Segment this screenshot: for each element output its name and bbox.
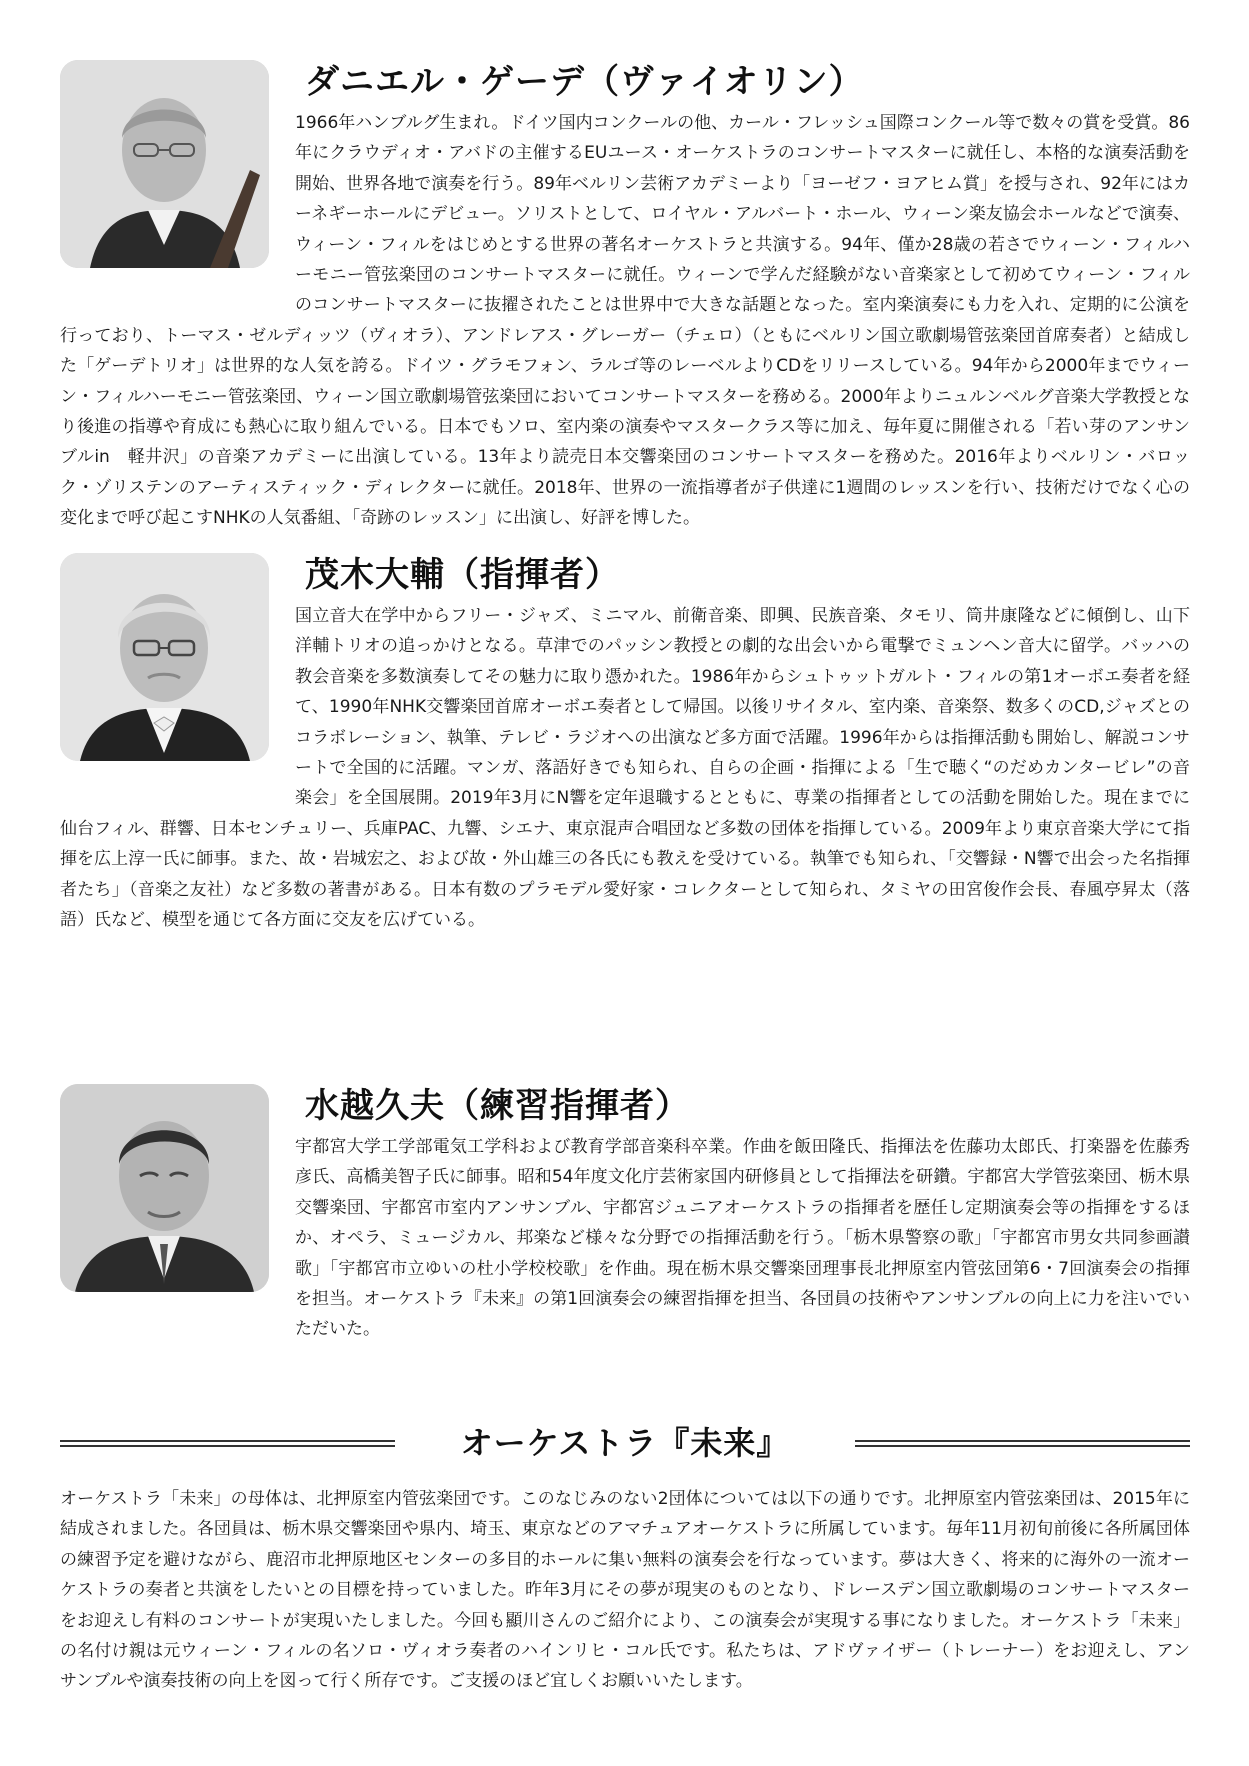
orchestra-section-header xyxy=(60,1418,1190,1470)
bio-text-content: 1966年ハンブルグ生まれ。ドイツ国内コンクールの他、カール・フレッシュ国際コンクール等で数々の賞を受賞。86年にクラウディオ・アバドの主催するEUユース・オーケストラのコンサートマスターに就任し、本格的な演奏活動を開始、世界各地で演奏を行う。89年ベルリン芸術アカデミーより「ヨーゼフ・ヨアヒム賞」を授与され、92年にはカーネギーホールにデビュー。ソリストとして、ロイヤル・アルバート・ホール、ウィーン楽友協会ホールなどで演奏、ウィーン・フィルをはじめとする世界の著名オーケストラと共演する。94年、僅か28歳の若さでウィーン・フィルハーモニー管弦楽団のコンサートマスターに就任。ウィーンで学んだ経験がない音楽家として初めてウィーン・フィルのコンサートマスターに抜擢されたことは世界中で大きな話題となった。室内楽演奏にも力を入れ、定期的に公演を行っており、トーマス・ゼルディッツ（ヴィオラ）、アンドレアス・グレーガー（チェロ）（ともにベルリン国立歌劇場管弦楽団首席奏者）と結成した「ゲーデトリオ」は世界的な人気を誇る。ドイツ・グラモフォン、ラルゴ等のレーベルよりCDをリリースしている。94年から2000年までウィーン・フィルハーモニー管弦楽団、ウィーン国立歌劇場管弦楽団においてコンサートマスターを務める。2000年よりニュルンベルグ音楽大学教授となり後進の指導や育成にも熱心に取り組んでいる。日本でもソロ、室内楽の演奏やマスタークラス等に加え、毎年夏に開催される「若い芽のアンサンブルin 軽井沢」の音楽アカデミーに出演している。13年より読売日本交響楽団のコンサートマスターを務めた。2016年よりベルリン・バロック・ゾリステンのアーティスティック・ディレクターに就任。2018年、世界の一流指導者が子供達に1週間のレッスンを行い、技術だけでなく心の変化まで呼び起こすNHKの人気番組、「奇跡のレッスン」に出演し、好評を博した。 xyxy=(60,113,1191,529)
bio-text-content: 国立音大在学中からフリー・ジャズ、ミニマル、前衛音楽、即興、民族音楽、タモリ、筒井康隆などに傾倒し、山下洋輔トリオの追っかけとなる。草津でのパッシン教授との劇的な出会いから電撃でミュンヘン音大に留学。バッハの教会音楽を多数演奏してその魅力に取り憑かれた。1986年からシュトゥットガルト・フィルの第1オーボエ奏者を経て、1990年NHK交響楽団首席オーボエ奏者として帰国。以後リサイタル、室内楽、音楽祭、数多くのCD,ジャズとのコラボレーション、執筆、テレビ・ラジオへの出演など多方面で活躍。1996年からは指揮活動も開始し、解説コンサートで全国的に活躍。マンガ、落語好きでも知られ、自らの企画・指揮による「生で聴く“のだめカンタービレ”の音楽会」を全国展開。2019年3月にN響を定年退職するとともに、専業の指揮者としての活動を開始した。現在までに仙台フィル、群響、日本センチュリー、兵庫PAC、九響、シエナ、東京混声合唱団など多数の団体を指揮している。2009年より東京音楽大学にて指揮を広上淳一氏に師事。また、故・岩城宏之、および故・外山雄三の各氏にも教えを受けている。執筆でも知られ、「交響録・N響で出会った名指揮者たち」（音楽之友社）など多数の著書がある。日本有数のプラモデル愛好家・コレクターとして知られ、タミヤの田宮俊作会長、春風亭昇太（落語）氏など、模型を通じて各方面に交友を広げている。 xyxy=(60,606,1190,931)
bio-name: ダニエル・ゲーデ（ヴァイオリン） xyxy=(305,62,864,102)
bio-name: 茂木大輔（指揮者） xyxy=(305,555,620,595)
photo-wrap-spacer xyxy=(60,1132,295,1330)
photo-wrap-spacer xyxy=(60,108,295,306)
bio-text xyxy=(60,108,1190,534)
orchestra-description: オーケストラ「未来」の母体は、北押原室内管弦楽団です。このなじみのない2団体については以下の通りです。北押原室内管弦楽団は、2015年に結成されました。各団員は、栃木県交響楽団や県内、埼玉、東京などのアマチュアオーケストラに所属しています。毎年11月初旬前後に各所属団体の練習予定を避けながら、鹿沼市北押原地区センターの多目的ホールに集い無料の演奏会を行なっています。夢は大きく、将来的に海外の一流オーケストラの奏者と共演をしたいとの目標を持っていました。昨年3月にその夢が現実のものとなり、ドレースデン国立歌劇場のコンサートマスターをお迎えし有料のコンサートが実現いたしました。今回も顯川さんのご紹介により、この演奏会が実現する事になりました。オーケストラ「未来」の名付け親は元ウィーン・フィルの名ソロ・ヴィオラ奏者のハインリヒ・コル氏です。私たちは、アドヴァイザー（トレーナー）をお迎えし、アンサンブルや演奏技術の向上を図って行く所存です。ご支援のほど宜しくお願いいたします。 xyxy=(60,1489,1190,1692)
bio-text xyxy=(60,601,1190,935)
bio-text-content: 宇都宮大学工学部電気工学科および教育学部音楽科卒業。作曲を飯田隆氏、指揮法を佐藤功太郎氏、打楽器を佐藤秀彦氏、高橋美智子氏に師事。昭和54年度文化庁芸術家国内研修員として指揮法を研鑽。宇都宮大学管弦楽団、栃木県交響楽団、宇都宮市室内アンサンブル、宇都宮ジュニアオーケストラの指揮者を歴任し定期演奏会等の指揮をするほか、オペラ、ミュージカル、邦楽など様々な分野での指揮活動を行う。「栃木県警察の歌」「宇都宮市男女共同参画讃歌」「宇都宮市立ゆいの杜小学校校歌」を作曲。現在栃木県交響楽団理事長北押原室内管弦団第6・7回演奏会の指揮を担当。オーケストラ『未来』の第1回演奏会の練習指揮を担当、各団員の技術やアンサンブルの向上に力を注いでいただいた。 xyxy=(295,1137,1190,1340)
photo-wrap-spacer xyxy=(60,601,295,799)
bio-text xyxy=(60,1132,1190,1345)
right-double-rule xyxy=(855,1440,1190,1447)
bio-name: 水越久夫（練習指揮者） xyxy=(305,1086,690,1126)
orchestra-title: オーケストラ『未来』 xyxy=(460,1424,790,1462)
